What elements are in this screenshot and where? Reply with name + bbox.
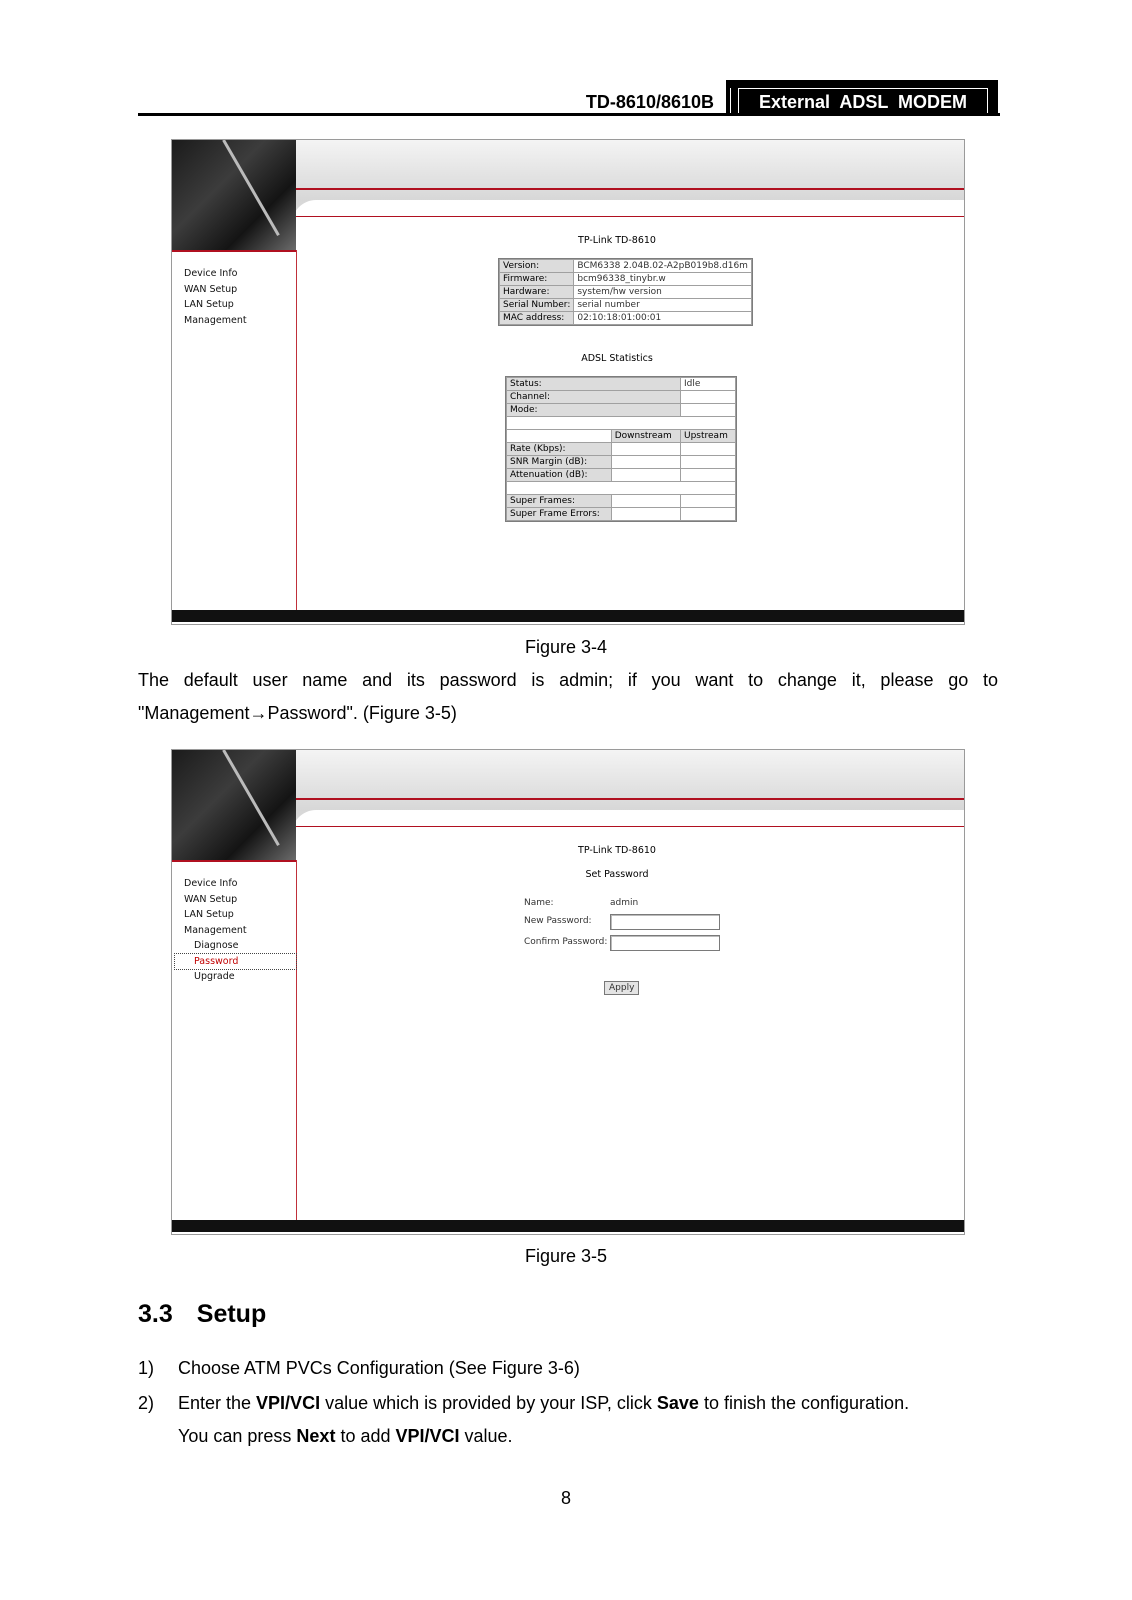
cell	[611, 508, 680, 521]
nav-management[interactable]: Management	[184, 314, 247, 326]
banner-photo	[172, 140, 296, 250]
text: You can press	[178, 1426, 297, 1446]
adsl-channel-label: Channel:	[507, 391, 681, 404]
device-info-value: 02:10:18:01:00:01	[574, 312, 752, 325]
cell	[507, 482, 736, 495]
sidebar-divider	[296, 860, 297, 1220]
text: Enter the	[178, 1393, 257, 1413]
sidebar-divider	[296, 250, 297, 610]
device-info-row	[500, 273, 752, 286]
col-downstream: Downstream	[611, 430, 680, 443]
page-number: 8	[560, 1488, 571, 1508]
nav-password[interactable]: Password	[175, 954, 296, 970]
sidebar-rule	[172, 250, 296, 252]
adsl-status-value: Idle	[681, 378, 736, 391]
cell	[507, 430, 612, 443]
cell	[681, 404, 736, 417]
cell	[681, 456, 736, 469]
adsl-status-label: Status:	[507, 378, 681, 391]
adsl-title: ADSL Statistics	[581, 353, 653, 364]
text: to finish the configuration.	[698, 1393, 910, 1413]
cell	[681, 469, 736, 482]
text: value which is provided by your ISP, click	[320, 1393, 657, 1413]
header-rule	[138, 113, 1000, 116]
figure-3-5-screenshot	[171, 749, 965, 1235]
nav-upgrade[interactable]: Upgrade	[194, 971, 235, 982]
nav-lan-setup[interactable]: LAN Setup	[184, 299, 234, 310]
sfe-label: Super Frame Errors:	[507, 508, 612, 521]
list-text	[178, 1393, 909, 1414]
cell	[681, 391, 736, 404]
paragraph-line-1: The default user name and its password is admin; if you want to change it, please go to	[138, 670, 998, 690]
device-info-row	[500, 299, 752, 312]
cell	[611, 456, 680, 469]
header-product: External ADSL MODEM	[738, 88, 988, 116]
list-text	[178, 1358, 580, 1379]
cell	[507, 417, 736, 430]
snr-label: SNR Margin (dB):	[507, 456, 612, 469]
nav-wan-setup[interactable]: WAN Setup	[184, 893, 238, 905]
cell	[611, 469, 680, 482]
section-number: 3.3	[138, 1300, 173, 1328]
adsl-mode-label: Mode:	[507, 404, 681, 417]
new-password-input[interactable]	[610, 914, 720, 930]
cell	[681, 443, 736, 456]
device-info-key: Hardware:	[500, 286, 574, 299]
cell	[611, 495, 680, 508]
sidebar-nav	[184, 876, 296, 985]
bold-term: VPI/VCI	[395, 1426, 460, 1446]
figure-3-4-screenshot	[171, 139, 965, 625]
nav-lan-setup[interactable]: LAN Setup	[184, 909, 234, 920]
cell	[681, 495, 736, 508]
device-info-key: Version:	[500, 260, 574, 273]
device-info-value: bcm96338_tinybr.w	[574, 273, 752, 286]
banner-line	[296, 826, 965, 827]
device-info-row	[500, 286, 752, 299]
banner-line	[280, 798, 965, 800]
footer-bar	[172, 1220, 964, 1232]
banner-photo	[172, 750, 296, 860]
nav-wan-setup[interactable]: WAN Setup	[184, 283, 238, 295]
text: to add	[335, 1426, 396, 1446]
sidebar-nav	[184, 266, 247, 328]
device-info-value: BCM6338 2.04B.02-A2pB019b8.d16m	[574, 260, 752, 273]
bold-term: VPI/VCI	[256, 1393, 321, 1413]
device-info-key: Firmware:	[500, 273, 574, 286]
cell	[681, 508, 736, 521]
section-title: Setup	[196, 1300, 267, 1328]
section-heading	[138, 1300, 266, 1329]
confirm-password-input[interactable]	[610, 935, 720, 951]
device-info-value: system/hw version	[574, 286, 752, 299]
banner-line	[296, 216, 965, 217]
nav-device-info[interactable]: Device Info	[184, 878, 238, 889]
paragraph-line-2: "Management→Password". (Figure 3-5)	[138, 703, 457, 723]
name-label: Name:	[524, 898, 554, 908]
banner	[172, 140, 964, 250]
adsl-statistics-table	[506, 377, 736, 521]
figure-3-5-caption: Figure 3-5	[524, 1246, 608, 1266]
text: value.	[459, 1426, 513, 1446]
apply-button[interactable]: Apply	[604, 981, 639, 995]
bold-term: Save	[656, 1393, 699, 1413]
list-number: 2)	[138, 1393, 155, 1413]
name-value: admin	[610, 898, 639, 908]
new-password-label: New Password:	[524, 916, 592, 926]
device-info-key: Serial Number:	[500, 299, 574, 312]
nav-device-info[interactable]: Device Info	[184, 268, 238, 279]
atten-label: Attenuation (dB):	[507, 469, 612, 482]
banner	[172, 750, 964, 860]
nav-diagnose[interactable]: Diagnose	[194, 940, 239, 951]
device-info-value: serial number	[574, 299, 752, 312]
cell	[611, 443, 680, 456]
footer-bar	[172, 610, 964, 622]
device-info-table	[499, 259, 752, 325]
list-number: 1)	[138, 1358, 155, 1378]
figure-3-4-caption: Figure 3-4	[524, 637, 608, 657]
header-box-tick	[730, 88, 731, 116]
list-text	[178, 1426, 513, 1447]
header-model: TD-8610/8610B	[585, 92, 714, 112]
banner-curve	[292, 200, 965, 260]
device-info-row	[500, 312, 752, 325]
nav-management[interactable]: Management	[184, 924, 247, 936]
device-info-key: MAC address:	[500, 312, 574, 325]
header-product-box	[726, 80, 998, 116]
banner-line	[280, 188, 965, 190]
rate-label: Rate (Kbps):	[507, 443, 612, 456]
text: Choose ATM PVCs Configuration (See Figure 3-6)	[178, 1358, 580, 1378]
set-password-title: Set Password	[585, 869, 649, 880]
body-paragraph	[138, 664, 998, 730]
page-title: TP-Link TD-8610	[578, 845, 656, 856]
col-upstream: Upstream	[681, 430, 736, 443]
banner-curve	[292, 810, 965, 870]
device-info-row	[500, 260, 752, 273]
confirm-password-label: Confirm Password:	[524, 937, 608, 947]
page-title: TP-Link TD-8610	[578, 235, 656, 246]
bold-term: Next	[296, 1426, 336, 1446]
sf-label: Super Frames:	[507, 495, 612, 508]
sidebar-rule	[172, 860, 296, 862]
